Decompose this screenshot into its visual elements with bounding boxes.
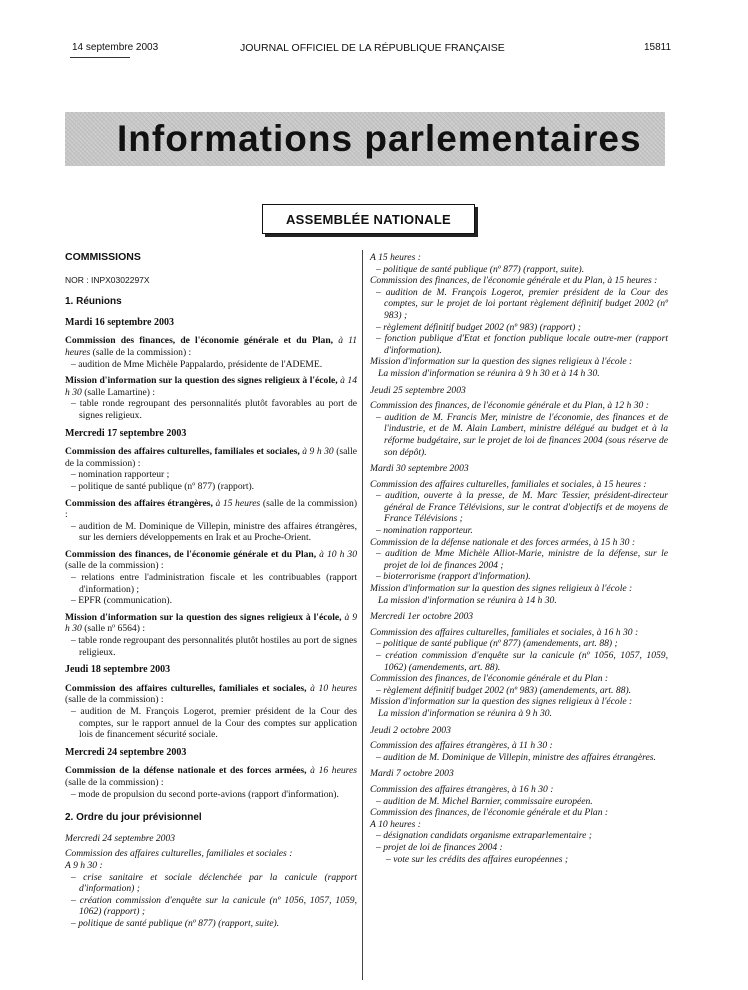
journal-title: JOURNAL OFFICIEL DE LA RÉPUBLIQUE FRANÇAISE xyxy=(240,42,505,54)
day-heading: Mercredi 1er octobre 2003 xyxy=(370,611,474,623)
left-column xyxy=(65,252,357,930)
section-title: 2. Ordre du jour prévisionnel xyxy=(65,812,202,824)
entry: Commission des finances, de l'économie générale et du Plan : xyxy=(370,673,609,685)
day-heading: Mardi 30 septembre 2003 xyxy=(370,463,469,475)
list-item: – audition, ouverte à la presse, de M. Marc Tessier, président-directeur général de France Télévisions, sur le contrat d'objectifs et de moyens de France Télévisions ; xyxy=(376,490,668,525)
day-heading: Mercredi 24 septembre 2003 xyxy=(65,832,176,844)
entry: Commission des affaires culturelles, familiales et sociales, à 16 h 30 : xyxy=(370,626,639,638)
entry: Mission d'information sur la question des signes religieux à l'école : xyxy=(370,356,633,368)
day-heading: Mardi 16 septembre 2003 xyxy=(65,316,174,328)
list-item: – audition de Mme Michèle Pappalardo, présidente de l'ADEME. xyxy=(71,358,323,370)
list-item: – audition de M. Dominique de Villepin, ministre des affaires étrangères. xyxy=(376,751,656,763)
list-item: – audition de M. François Logerot, premier président de la Cour des comptes, sur le projet de loi portant règlement définitif budget 2002 (nº 983) ; xyxy=(376,286,668,321)
entry: Commission de la défense nationale et des forces armées, à 15 h 30 : xyxy=(370,536,636,548)
list-item: – politique de santé publique (nº 877) (rapport, suite). xyxy=(376,263,585,275)
list-item: – audition de M. Dominique de Villepin, ministre des affaires étrangères, sur les derniers développements en Irak et au Proche-Orient. xyxy=(71,520,357,544)
day-heading: Mardi 7 octobre 2003 xyxy=(370,768,454,780)
entry: Commission des affaires étrangères, à 16 h 30 : xyxy=(370,783,554,795)
list-item: – relations entre l'administration fiscale et les contribuables (rapport d'information) ; xyxy=(71,572,357,595)
entry: A 10 heures : xyxy=(370,818,421,830)
list-item: – mode de propulsion du second porte-avions (rapport d'information). xyxy=(71,788,339,800)
page-number: 15811 xyxy=(644,42,672,53)
right-column xyxy=(370,252,668,865)
list-item: – crise sanitaire et sociale déclenchée par la canicule (rapport d'information) ; xyxy=(71,871,357,895)
list-item: – projet de loi de finances 2004 : xyxy=(376,841,503,853)
entry: Mission d'information sur la question des signes religieux à l'école, à 9 h 30 (salle nº 6564) : xyxy=(65,611,357,635)
entry: Commission des finances, de l'économie générale et du Plan, à 15 heures : xyxy=(370,275,658,287)
banner xyxy=(65,112,665,166)
entry: A 15 heures : xyxy=(370,252,421,263)
list-item: – table ronde regroupant des personnalités plutôt favorables au port de signes religieux. xyxy=(71,398,357,421)
entry: Mission d'information sur la question des signes religieux à l'école, à 14 h 30 (salle Lamartine) : xyxy=(65,375,357,398)
entry: A 9 h 30 : xyxy=(65,859,103,871)
list-item: – politique de santé publique (nº 877) (rapport). xyxy=(71,480,255,492)
list-item: – désignation candidats organisme extraparlementaire ; xyxy=(376,830,592,842)
entry: Commission des affaires étrangères, à 15 heures (salle de la commission) : xyxy=(65,497,358,521)
list-item: – nomination rapporteur ; xyxy=(71,469,170,481)
day-heading: Mercredi 17 septembre 2003 xyxy=(65,427,187,439)
entry: Commission des finances, de l'économie générale et du Plan, à 11 heures (salle de la commission) : xyxy=(65,335,357,358)
list-item: – audition de M. Francis Mer, ministre de l'économie, des finances et de l'industrie, et de M. Alain Lambert, ministre délégué au budget et à la réforme budgétaire, sur le projet de loi de finances 2004 (sous réserve de son dépôt). xyxy=(376,411,668,458)
list-item: – vote sur les crédits des affaires européennes ; xyxy=(386,853,569,865)
header-date: 14 septembre 2003 xyxy=(72,42,159,53)
list-item: – règlement définitif budget 2002 (nº 983) (amendements, art. 88). xyxy=(376,684,632,696)
page-header xyxy=(0,42,748,58)
list-item: – audition de M. Michel Barnier, commissaire européen. xyxy=(376,795,593,807)
entry: Commission des affaires culturelles, familiales et sociales : xyxy=(65,848,293,860)
list-item: – audition de Mme Michèle Alliot-Marie, ministre de la défense, sur le projet de loi de finances 2004 ; xyxy=(376,548,668,571)
list-item: – création commission d'enquête sur la canicule (nº 1056, 1057, 1059, 1062) (amendements, art. 88). xyxy=(376,650,668,673)
entry: Commission des affaires étrangères, à 11 h 30 : xyxy=(370,740,553,752)
entry: La mission d'information se réunira à 9 h 30. xyxy=(378,707,552,719)
chamber-box xyxy=(262,204,475,234)
column-divider xyxy=(362,250,363,980)
nor-reference: NOR : INPX0302297X xyxy=(65,274,150,285)
list-item: – règlement définitif budget 2002 (nº 983) (rapport) ; xyxy=(376,321,581,333)
header-rule xyxy=(70,57,130,58)
entry: Commission des finances, de l'économie générale et du Plan, à 10 h 30 (salle de la commission) : xyxy=(65,548,357,572)
entry: Commission des affaires culturelles, familiales et sociales, à 9 h 30 (salle de la commission) : xyxy=(65,446,357,469)
list-item: – fonction publique d'Etat et fonction publique locale outre-mer (rapport d'information). xyxy=(376,333,668,356)
day-heading: Mercredi 24 septembre 2003 xyxy=(65,746,187,758)
entry: Commission des finances, de l'économie générale et du Plan, à 12 h 30 : xyxy=(370,400,649,412)
section-title: 1. Réunions xyxy=(65,296,122,308)
list-item: – table ronde regroupant des personnalités plutôt hostiles au port de signes religieux. xyxy=(71,635,357,658)
section-heading: COMMISSIONS xyxy=(65,251,141,263)
entry: Commission de la défense nationale et des forces armées, à 16 heures (salle de la commission) : xyxy=(65,765,358,788)
list-item: – création commission d'enquête sur la canicule (nº 1056, 1057, 1059, 1062) (rapport) ; xyxy=(71,894,357,918)
day-heading: Jeudi 2 octobre 2003 xyxy=(370,724,451,736)
entry: Commission des finances, de l'économie générale et du Plan : xyxy=(370,807,609,819)
banner-title: Informations parlementaires xyxy=(117,118,642,159)
chamber-title: ASSEMBLÉE NATIONALE xyxy=(285,211,452,227)
list-item: – politique de santé publique (nº 877) (amendements, art. 88) ; xyxy=(376,638,618,650)
list-item: – nomination rapporteur. xyxy=(376,525,473,537)
entry: La mission d'information se réunira à 9 h 30 et à 14 h 30. xyxy=(378,367,600,379)
list-item: – bioterrorisme (rapport d'information). xyxy=(376,571,531,583)
day-heading: Jeudi 25 septembre 2003 xyxy=(370,384,466,396)
list-item: – EPFR (communication). xyxy=(71,595,172,607)
entry: Commission des affaires culturelles, familiales et sociales, à 15 heures : xyxy=(370,478,647,490)
day-heading: Jeudi 18 septembre 2003 xyxy=(65,664,171,676)
entry: La mission d'information se réunira à 14 h 30. xyxy=(378,594,557,606)
entry: Mission d'information sur la question des signes religieux à l'école : xyxy=(370,583,633,595)
list-item: – politique de santé publique (nº 877) (rapport, suite). xyxy=(71,917,280,929)
entry: Mission d'information sur la question des signes religieux à l'école : xyxy=(370,696,633,708)
entry: Commission des affaires culturelles, familiales et sociales, à 10 heures (salle de la commission) : xyxy=(65,682,357,706)
list-item: – audition de M. François Logerot, premier président de la Cour des comptes, sur le rapport annuel de la Cour des comptes sur application lois de financement sécurité sociale. xyxy=(71,706,357,741)
